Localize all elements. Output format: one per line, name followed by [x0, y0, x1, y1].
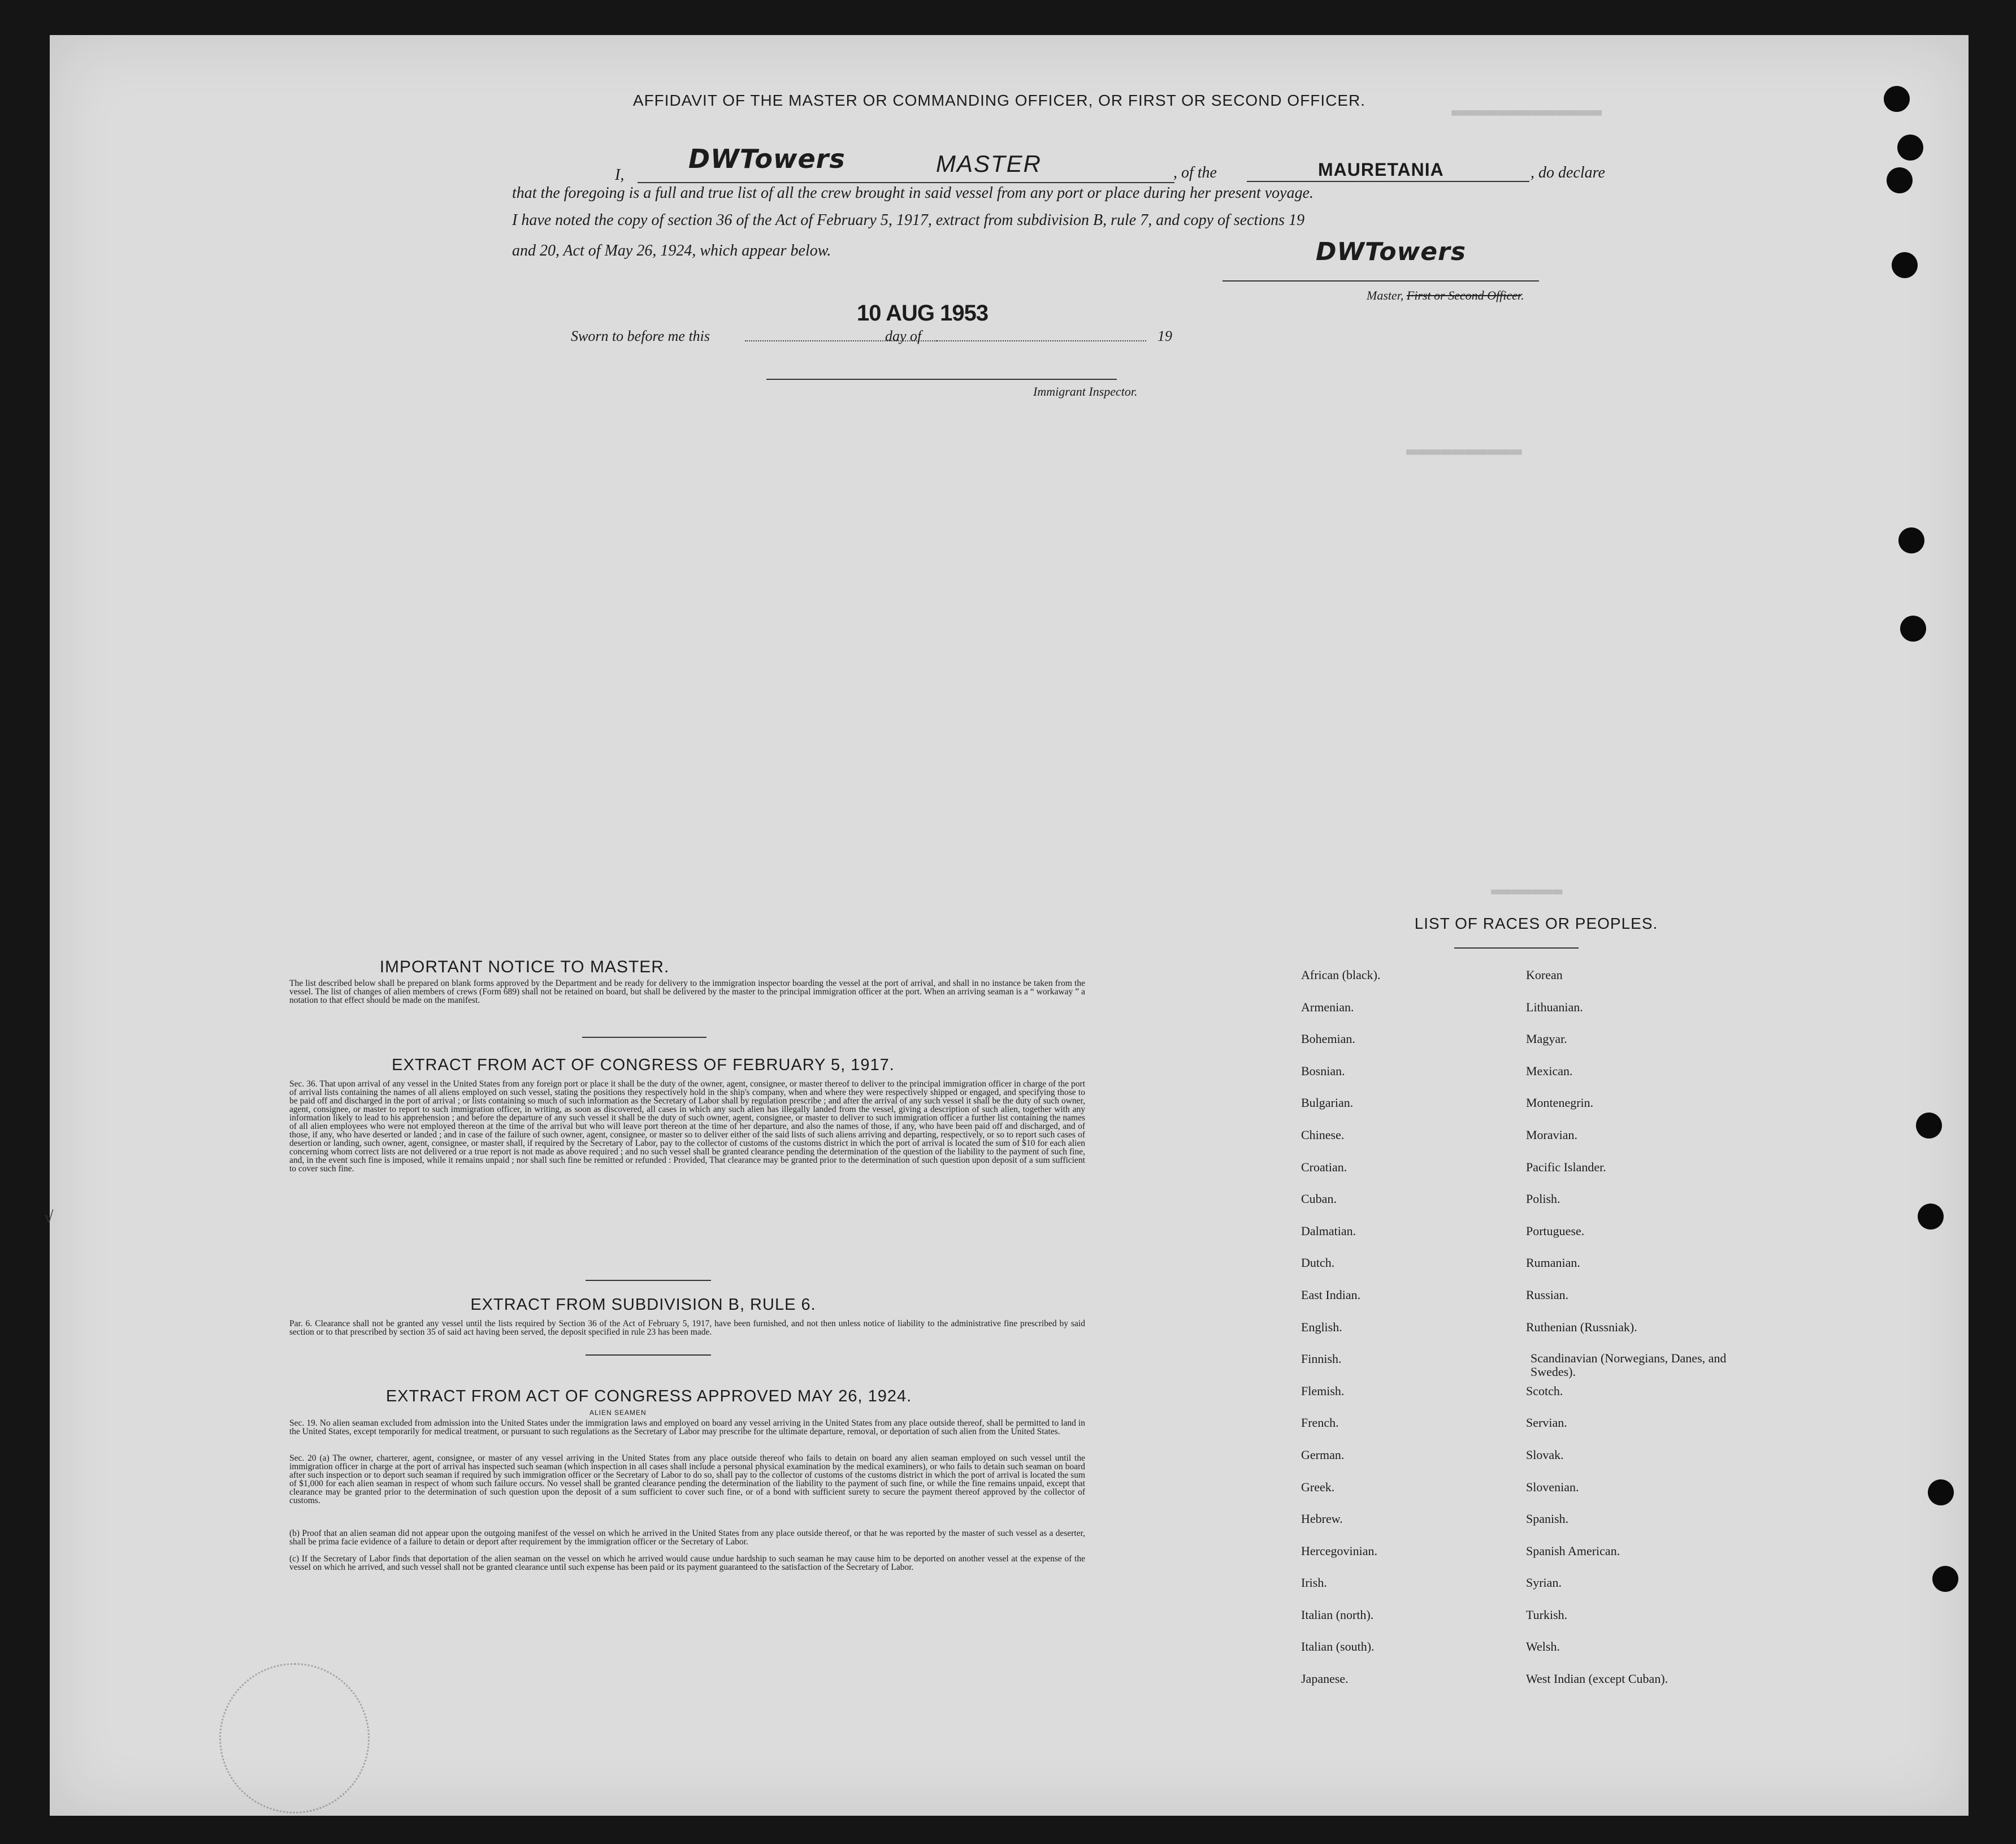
race-item: Armenian. [1301, 999, 1354, 1014]
bleed-through-text: ▬▬▬▬▬▬▬ [1491, 883, 1563, 903]
binder-hole [1884, 86, 1910, 112]
race-item: Mexican. [1526, 1063, 1573, 1078]
race-item: Turkish. [1526, 1607, 1568, 1622]
affidavit-line1-prefix: I, [615, 166, 625, 184]
race-item: Lithuanian. [1526, 999, 1583, 1014]
binder-hole [1887, 167, 1913, 193]
race-item: Bosnian. [1301, 1063, 1345, 1078]
margin-tick: √ [44, 1208, 54, 1227]
binder-hole [1928, 1479, 1954, 1505]
binder-hole [1932, 1566, 1958, 1592]
race-item: Irish. [1301, 1575, 1327, 1590]
vessel-name-field [1247, 181, 1529, 182]
signature-caption-suffix: . [1521, 288, 1524, 302]
affidavit-line2: that the foregoing is a full and true list of all the crew brought in said vessel from any port or place during her present voyage. [512, 184, 1314, 202]
bleed-through-text: ▬▬▬▬▬▬▬▬▬▬ [1406, 442, 1522, 465]
affidavit-of-the: , of the [1173, 164, 1217, 181]
race-item: Hebrew. [1301, 1512, 1343, 1526]
race-item: Bohemian. [1301, 1032, 1355, 1046]
officer-rank: MASTER [936, 150, 1042, 177]
master-signature: DWTowers [1316, 237, 1467, 266]
binder-hole [1898, 527, 1924, 553]
race-item: Spanish. [1526, 1512, 1569, 1526]
race-item: Chinese. [1301, 1127, 1345, 1142]
race-item: Cuban. [1301, 1192, 1337, 1206]
race-item: Italian (north). [1301, 1607, 1374, 1622]
race-item: German. [1301, 1447, 1345, 1462]
extract-1924-sec20c: (c) If the Secretary of Labor finds that deportation of the alien seaman on the vessel on which he arrived would cause undue hardship to such seaman he may cause him to be deported on another vessel at the expense of the vessel on which he arrived, and such vessel shall not be granted clearance until such expense has been paid or its payment guaranteed to the satisfaction of the Secretary of Labor. [289, 1554, 1085, 1572]
race-item: Flemish. [1301, 1383, 1345, 1398]
race-item: African (black). [1301, 968, 1381, 982]
bleed-through-text: ▬▬▬▬▬▬▬▬▬▬▬▬▬ [1451, 103, 1602, 125]
race-item: Scandinavian (Norwegians, Danes, and Swedes). [1531, 1351, 1727, 1379]
race-item: Servian. [1526, 1416, 1567, 1430]
race-item: Scotch. [1526, 1383, 1563, 1398]
race-item: Korean [1526, 968, 1563, 982]
affidavit-line3: I have noted the copy of section 36 of the Act of February 5, 1917, extract from subdivision B, rule 7, and copy of sections 19 [512, 211, 1305, 229]
races-title: LIST OF RACES OR PEOPLES. [1414, 915, 1658, 932]
extract-1924-sec19: Sec. 19. No alien seaman excluded from admission into the United States under the immigration laws and employed on board any vessel arriving in the United States from any place outside thereof, shall be permitted to land in the United States, except temporarily for medical treatment, or pursuant to such regulations as the Secretary of Labor may prescribe for the ultimate departure, removal, or deportation of such alien from the United States. [289, 1418, 1085, 1436]
extract-rule6-title: EXTRACT FROM SUBDIVISION B, RULE 6. [470, 1296, 816, 1314]
race-item: Croatian. [1301, 1159, 1347, 1174]
document-page [44, 35, 1969, 1816]
signature-caption [1367, 288, 1524, 303]
race-item: Russian. [1526, 1287, 1569, 1302]
race-item: Hercegovinian. [1301, 1543, 1377, 1558]
officer-name-signature: DWTowers [688, 144, 846, 174]
day-of-label: day of [885, 328, 922, 344]
race-item: Slovenian. [1526, 1479, 1579, 1494]
races-right-column [1526, 968, 1752, 1704]
extract-rule6-body: Par. 6. Clearance shall not be granted any vessel until the lists required by Section 36 of the Act of February 5, 1917, have been furnished, and not then unless notice of liability to the administrative fine prescribed by said section or to that prescribed by section 35 of said act having been served, the deposit specified in rule 23 has been made. [289, 1319, 1085, 1337]
officer-name-field [638, 182, 1174, 183]
extract-rule6-divider [586, 1354, 711, 1356]
races-left-column [1301, 968, 1493, 1704]
race-item: Pacific Islander. [1526, 1159, 1606, 1174]
race-item: English. [1301, 1319, 1342, 1334]
extract-1924-subtitle: ALIEN SEAMEN [589, 1409, 647, 1417]
extract-1924-title: EXTRACT FROM ACT OF CONGRESS APPROVED MAY 26, 1924. [385, 1387, 912, 1405]
inspector-caption: Immigrant Inspector. [1033, 384, 1138, 399]
faded-stamp [219, 1663, 370, 1813]
year-prefix: 19 [1157, 328, 1172, 344]
race-item: Moravian. [1526, 1127, 1578, 1142]
inspector-signature-line [766, 379, 1117, 380]
race-item: Greek. [1301, 1479, 1335, 1494]
race-item: Dutch. [1301, 1256, 1335, 1270]
binder-hole [1892, 252, 1918, 278]
race-item: Spanish American. [1526, 1543, 1620, 1558]
affidavit-title: AFFIDAVIT OF THE MASTER OR COMMANDING OFFICER, OR FIRST OR SECOND OFFICER. [632, 92, 1366, 109]
sworn-prefix: Sworn to before me this [571, 328, 710, 344]
race-item: Slovak. [1526, 1447, 1564, 1462]
extract-1924-sec20b: (b) Proof that an alien seaman did not appear upon the outgoing manifest of the vessel on which he arrived in the United States from any place outside thereof, or that he was reported by the master of such vessel as a deserter, shall be prima facie evidence of a failure to detain or deport after requirement by the immigration officer or the Secretary of Labor. [289, 1529, 1085, 1547]
extract-1917-body: Sec. 36. That upon arrival of any vessel in the United States from any foreign port or place it shall be the duty of the owner, agent, consignee, or master thereof to deliver to the principal immigration officer in charge of the port of arrival lists containing the names of all aliens employed on such vessel, stating the positions they respectively hold in the ship's company, when and where they were respectively shipped or engaged, and specifying those to be paid off and discharged in the port of arrival ; or lists containing so much of such information as the Secretary of Labor shall by regulation prescribe ; and after the arrival of any such vessel it shall be the duty of such owner, agent, consignee, or master to report to such immigration officer, in writing, as soon as discovered, all cases in which any such alien has illegally landed from the vessel, giving a description of such alien, together with any information likely to lead to his apprehension ; and before the departure of any such vessel it shall be the duty of such owner, agent, consignee, or master to deliver to such immigration officer a further list containing the names of all alien employees who were not employed thereon at the time of the arrival but who will leave port thereon at the time of her departure, and also the names of those, if any, who have been paid off and discharged, and of those, if any, who have deserted or landed ; and in case of the failure of such owner, agent, consignee, or master so to deliver either of the said lists of such aliens arriving and departing, respectively, or so to report such cases of desertion or landing, such owner, agent, consignee, or master shall, if required by the Secretary of Labor, pay to the collector of customs of the customs district in which the port of arrival is located the sum of $10 for each alien concerning whom correct lists are not delivered or a true report is not made as above required ; and no such vessel shall be granted clearance pending the determination of the question of the liability to the payment of such fine, and, in the event such fine is imposed, while it remains unpaid ; nor shall such fine be remitted or refunded : Provided, That clearance may be granted prior to the determination of such question upon deposit of a sum sufficient to cover such fine. [289, 1079, 1085, 1174]
race-item: French. [1301, 1416, 1339, 1430]
signature-caption-struck: First or Second Officer [1406, 288, 1521, 302]
race-item: Welsh. [1526, 1639, 1560, 1654]
race-item: Italian (south). [1301, 1639, 1375, 1654]
race-item: Dalmatian. [1301, 1223, 1356, 1238]
signature-line [1222, 280, 1539, 282]
binder-hole [1900, 616, 1926, 642]
race-item: Bulgarian. [1301, 1096, 1354, 1110]
race-item: Magyar. [1526, 1032, 1567, 1046]
notice-divider [582, 1037, 706, 1038]
race-item: Rumanian. [1526, 1256, 1580, 1270]
race-item: Japanese. [1301, 1672, 1349, 1686]
race-item: Ruthenian (Russniak). [1526, 1319, 1637, 1334]
notice-title: IMPORTANT NOTICE TO MASTER. [379, 958, 670, 976]
vessel-name: MAURETANIA [1318, 159, 1444, 180]
sworn-month-field [934, 340, 1146, 341]
race-item: Finnish. [1301, 1352, 1342, 1366]
sworn-date-stamp: 10 AUG 1953 [857, 301, 989, 326]
binder-hole [1916, 1113, 1942, 1139]
extract-1917-title: EXTRACT FROM ACT OF CONGRESS OF FEBRUARY 5, 1917. [392, 1056, 895, 1074]
race-item: Polish. [1526, 1192, 1560, 1206]
race-item: Montenegrin. [1526, 1096, 1594, 1110]
extract-1917-divider [586, 1280, 711, 1281]
race-item: Syrian. [1526, 1575, 1562, 1590]
race-item: West Indian (except Cuban). [1526, 1672, 1668, 1686]
notice-body: The list described below shall be prepared on blank forms approved by the Department and be ready for delivery to the immigration inspector boarding the vessel at the port of arrival, and shall in no instance be taken from the vessel. The list of changes of alien members of crews (Form 689) shall not be retained on board, but shall be delivered by the master to the principal immigration officer at the port. When an arriving seaman is a “ workaway ” a notation to that effect should be made on the manifest. [289, 979, 1085, 1005]
race-item: East Indian. [1301, 1287, 1361, 1302]
races-title-underline [1454, 947, 1579, 949]
extract-1924-sec20a: Sec. 20 (a) The owner, charterer, agent, consignee, or master of any vessel arriving in the United States from any place outside thereof who fails to detain on board any alien seaman employed on such vessel until the immigration officer in charge at the port of arrival has inspected such seaman (which inspection in all cases shall include a personal physical examination by the medical examiners), or who fails to detain such seaman on board after such inspection or to deport such seaman if required by such immigration officer or the Secretary of Labor to do so, shall pay to the collector of customs of the customs district in which the port of arrival is located the sum of $1,000 for each alien seaman in respect of whom such failure occurs. No vessel shall be granted clearance pending the determination of the liability to the payment of such fine, or while the fine remains unpaid, except that clearance may be granted prior to the determination of such question upon the deposit of a sum sufficient to cover such fine, or of a bond with sufficient surety to secure the payment thereof approved by the collector of customs. [289, 1453, 1085, 1505]
race-item: Portuguese. [1526, 1223, 1585, 1238]
affidavit-line4: and 20, Act of May 26, 1924, which appear below. [512, 242, 831, 259]
affidavit-do-declare: , do declare [1531, 164, 1605, 181]
binder-hole [1918, 1204, 1944, 1230]
signature-caption-prefix: Master, [1367, 288, 1407, 302]
binder-hole [1897, 135, 1923, 161]
